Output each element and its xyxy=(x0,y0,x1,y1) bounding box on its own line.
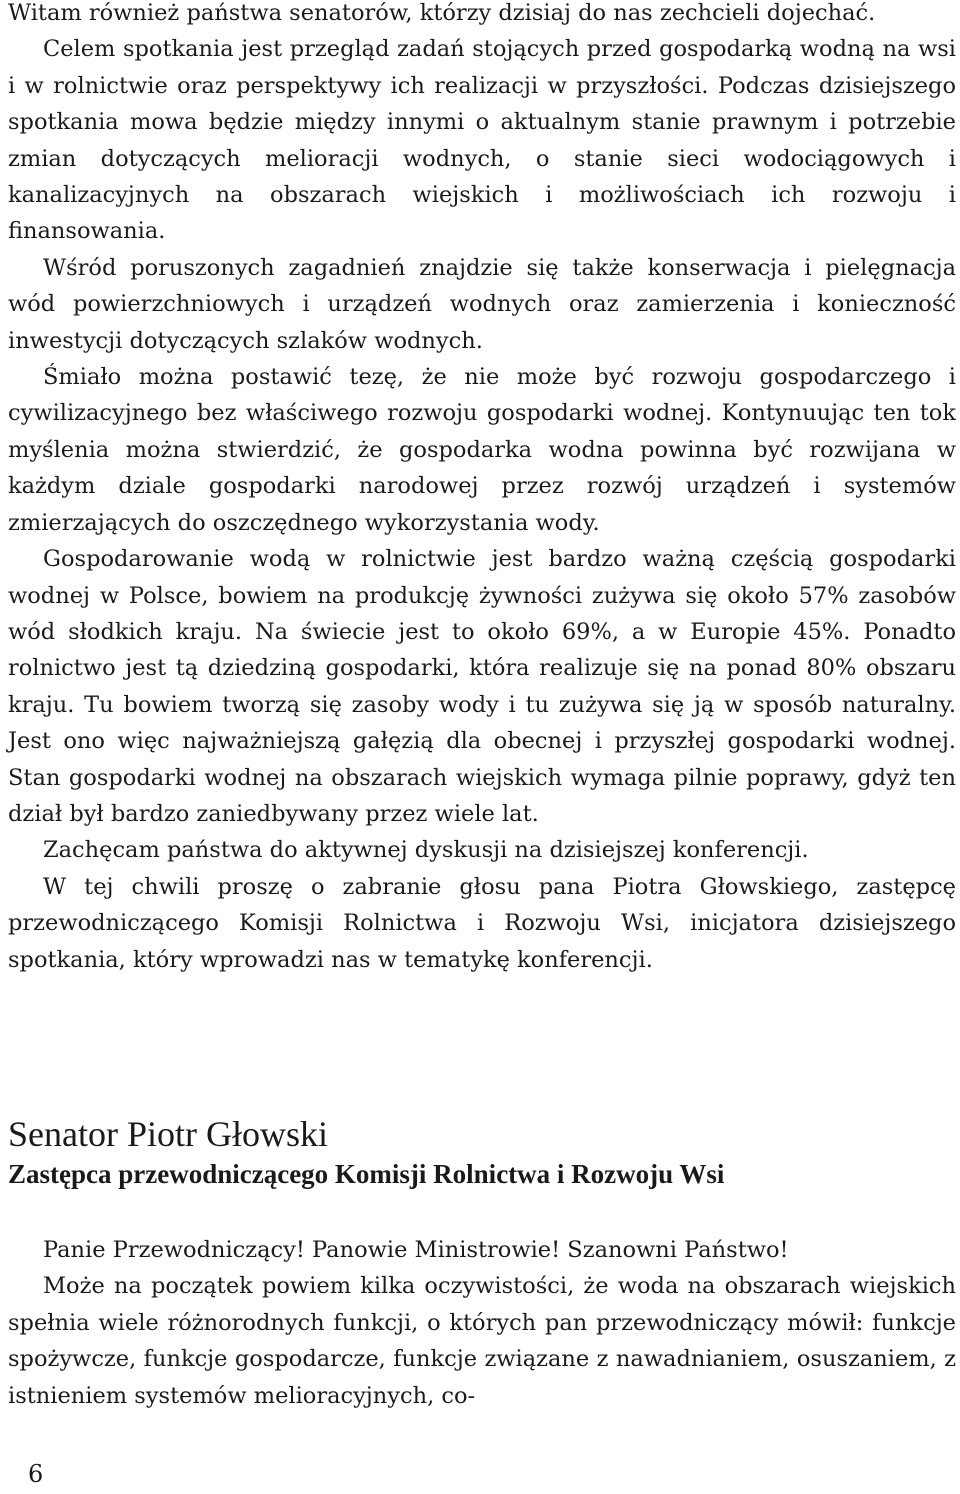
paragraph: Panie Przewodniczący! Panowie Ministrowie! Szanowni Państwo! xyxy=(43,1237,789,1263)
paragraph: Może na początek powiem kilka oczywistości, że woda na obszarach wiejskich spełnia wiele różnorodnych funkcji, o których pan przewodniczący mówił: funkcje spożywcze, funkcje gospodarcze, funkcje związane z nawadnianiem, osuszaniem, z istnieniem systemów melioracyjnych, co- xyxy=(8,1273,956,1409)
speaker-role-subheading: Zastępca przewodniczącego Komisji Rolnictwa i Rozwoju Wsi xyxy=(8,1159,725,1189)
paragraph: Gospodarowanie wodą w rolnictwie jest bardzo ważną częścią gospodarki wodnej w Polsce, bowiem na produkcję żywności zużywa się około 57% zasobów wód słodkich kraju. Na świecie jest to około 69%, a w Europie 45%. Ponadto rolnictwo jest tą dziedziną gospodarki, która realizuje się na ponad 80% obszaru kraju. Tu bowiem tworzą się zasoby wody i tu zużywa się ją w sposób naturalny. Jest ono więc najważniejszą gałęzią dla obecnej i przyszłej gospodarki wodnej. Stan gospodarki wodnej na obszarach wiejskich wymaga pilnie poprawy, gdyż ten dział był bardzo zaniedbywany przez wiele lat. xyxy=(8,546,956,827)
body-text-top xyxy=(8,0,956,978)
paragraph: Wśród poruszonych zagadnień znajdzie się także konserwacja i pielęgnacja wód powierzchniowych i urządzeń wodnych oraz zamierzenia i konieczność inwestycji dotyczących szlaków wodnych. xyxy=(8,254,956,354)
paragraph: Zachęcam państwa do aktywnej dyskusji na dzisiejszej konferencji. xyxy=(43,837,809,864)
speaker-name-heading: Senator Piotr Głowski xyxy=(8,1114,328,1154)
paragraph: Witam również państwa senatorów, którzy dzisiaj do nas zechcieli dojechać. xyxy=(8,0,876,26)
paragraph: W tej chwili proszę o zabranie głosu pana Piotra Głowskiego, zastępcę przewodniczącego Komisji Rolnictwa i Rozwoju Wsi, inicjatora dzisiejszego spotkania, który wprowadzi nas w tematykę konferencji. xyxy=(8,873,956,973)
page-number: 6 xyxy=(28,1460,44,1488)
paragraph: Celem spotkania jest przegląd zadań stojących przed gospodarką wodną na wsi i w rolnictwie oraz perspektywy ich realizacji w przyszłości. Podczas dzisiejszego spotkania mowa będzie między innymi o aktualnym stanie prawnym i potrzebie zmian dotyczących melioracji wodnych, o stanie sieci wodociągowych i kanalizacyjnych na obszarach wiejskich i możliwościach ich rozwoju i finansowania. xyxy=(8,36,956,245)
body-text-bottom xyxy=(8,1232,956,1414)
paragraph: Śmiało można postawić tezę, że nie może być rozwoju gospodarczego i cywilizacyjnego bez właściwego rozwoju gospodarki wodnej. Kontynuując ten tok myślenia można stwierdzić, że gospodarka wodna powinna być rozwijana w każdym dziale gospodarki narodowej przez rozwój urządzeń i systemów zmierzających do oszczędnego wykorzystania wody. xyxy=(8,364,956,536)
